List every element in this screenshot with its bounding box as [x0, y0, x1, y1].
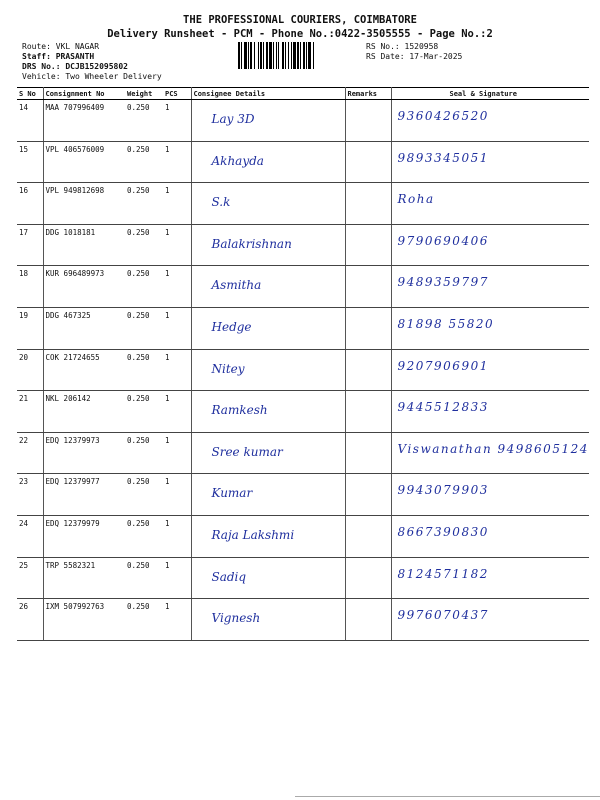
consignment-cell: TRP 5582321: [43, 557, 125, 599]
signature-handwriting: 9943079903: [397, 483, 489, 498]
consignment-cell: EDQ 12379979: [43, 515, 125, 557]
col-header-signature: Seal & Signature: [391, 88, 589, 100]
remarks-cell: [345, 224, 391, 266]
consignee-cell: [191, 515, 345, 557]
sno-cell: 22: [17, 432, 43, 474]
consignee-handwriting: Raja Lakshmi: [211, 527, 295, 542]
consignee-cell: [191, 557, 345, 599]
remarks-cell: [345, 349, 391, 391]
consignee-cell: [191, 224, 345, 266]
remarks-cell: [345, 266, 391, 308]
pcs-cell: 1: [163, 141, 191, 183]
rs-number-field: RS No.: 1520958: [366, 42, 439, 51]
runsheet-meta-left: [22, 42, 162, 82]
consignee-handwriting: S.k: [211, 195, 231, 210]
consignee-cell: [191, 266, 345, 308]
signature-cell: [391, 224, 589, 266]
consignment-cell: NKL 206142: [43, 391, 125, 433]
consignee-handwriting: Sadiq: [211, 569, 247, 584]
sno-cell: 24: [17, 515, 43, 557]
company-title: THE PROFESSIONAL COURIERS, COIMBATORE: [183, 14, 417, 26]
consignee-handwriting: Lay 3D: [211, 112, 255, 126]
pcs-cell: 1: [163, 599, 191, 641]
remarks-cell: [345, 391, 391, 433]
weight-cell: 0.250: [125, 432, 163, 474]
consignment-cell: COK 21724655: [43, 349, 125, 391]
sno-cell: 20: [17, 349, 43, 391]
signature-cell: [391, 557, 589, 599]
sno-cell: 21: [17, 391, 43, 433]
consignee-handwriting: Nitey: [211, 361, 245, 376]
remarks-cell: [345, 557, 391, 599]
consignee-handwriting: Kumar: [211, 486, 253, 501]
col-header-remarks: Remarks: [345, 88, 391, 100]
signature-handwriting: 8124571182: [397, 566, 489, 581]
pcs-cell: 1: [163, 474, 191, 516]
consignment-cell: VPL 949812698: [43, 183, 125, 225]
signature-cell: [391, 432, 589, 474]
table-row: [17, 141, 589, 183]
consignee-handwriting: Asmitha: [211, 278, 262, 293]
table-row: [17, 599, 589, 641]
sno-cell: 25: [17, 557, 43, 599]
barcode-image: [237, 42, 355, 69]
remarks-cell: [345, 599, 391, 641]
pcs-cell: 1: [163, 100, 191, 142]
route-field: Route: VKL NAGAR: [22, 42, 100, 51]
consignment-cell: MAA 707996409: [43, 100, 125, 142]
table-row: [17, 432, 589, 474]
weight-cell: 0.250: [125, 266, 163, 308]
weight-cell: 0.250: [125, 307, 163, 349]
sno-cell: 17: [17, 224, 43, 266]
runsheet-subtitle: Delivery Runsheet - PCM - Phone No.:0422-3505555 - Page No.:2: [107, 28, 493, 40]
weight-cell: 0.250: [125, 100, 163, 142]
consignee-cell: [191, 432, 345, 474]
drs-number-field: DRS No.: DCJB152095802: [22, 62, 128, 71]
col-header-weight: Weight: [125, 88, 163, 100]
sno-cell: 16: [17, 183, 43, 225]
signature-cell: [391, 349, 589, 391]
runsheet-meta-right: [366, 42, 462, 62]
consignee-handwriting: Vignesh: [211, 611, 261, 626]
signature-handwriting: 8667390830: [397, 524, 489, 539]
table-header-row: [17, 88, 589, 100]
signature-cell: [391, 141, 589, 183]
pcs-cell: 1: [163, 183, 191, 225]
table-row: [17, 349, 589, 391]
page-bottom-rule: [295, 796, 600, 797]
signature-handwriting: Roha: [397, 192, 435, 207]
pcs-cell: 1: [163, 557, 191, 599]
weight-cell: 0.250: [125, 183, 163, 225]
remarks-cell: [345, 141, 391, 183]
consignee-cell: [191, 183, 345, 225]
weight-cell: 0.250: [125, 474, 163, 516]
pcs-cell: 1: [163, 349, 191, 391]
consignee-handwriting: Akhayda: [211, 153, 264, 168]
col-header-pcs: PCS: [163, 88, 191, 100]
sno-cell: 23: [17, 474, 43, 516]
signature-cell: [391, 599, 589, 641]
signature-cell: [391, 391, 589, 433]
pcs-cell: 1: [163, 266, 191, 308]
table-row: [17, 391, 589, 433]
remarks-cell: [345, 307, 391, 349]
consignee-handwriting: Hedge: [211, 319, 252, 334]
signature-handwriting: 9445512833: [397, 400, 489, 415]
consignee-cell: [191, 307, 345, 349]
consignment-cell: IXM 507992763: [43, 599, 125, 641]
sno-cell: 15: [17, 141, 43, 183]
consignment-cell: EDQ 12379973: [43, 432, 125, 474]
consignee-cell: [191, 100, 345, 142]
rs-date-field: RS Date: 17-Mar-2025: [366, 52, 463, 61]
signature-handwriting: Viswanathan 9498605124: [397, 441, 589, 456]
pcs-cell: 1: [163, 307, 191, 349]
table-row: [17, 224, 589, 266]
remarks-cell: [345, 432, 391, 474]
signature-cell: [391, 474, 589, 516]
table-row: [17, 266, 589, 308]
pcs-cell: 1: [163, 432, 191, 474]
consignment-cell: VPL 406576009: [43, 141, 125, 183]
consignment-cell: DDG 1018181: [43, 224, 125, 266]
pcs-cell: 1: [163, 515, 191, 557]
col-header-sno: S No: [17, 88, 43, 100]
col-header-consignment: Consignment No: [43, 88, 125, 100]
sno-cell: 19: [17, 307, 43, 349]
weight-cell: 0.250: [125, 224, 163, 266]
signature-handwriting: 9893345051: [397, 150, 489, 165]
signature-cell: [391, 515, 589, 557]
remarks-cell: [345, 100, 391, 142]
vehicle-field: Vehicle: Two Wheeler Delivery: [22, 72, 162, 81]
table-row: [17, 100, 589, 142]
table-row: [17, 557, 589, 599]
consignee-cell: [191, 141, 345, 183]
pcs-cell: 1: [163, 391, 191, 433]
signature-handwriting: 9976070437: [397, 608, 489, 623]
weight-cell: 0.250: [125, 141, 163, 183]
signature-handwriting: 9207906901: [397, 358, 489, 373]
signature-handwriting: 81898 55820: [397, 316, 495, 331]
consignee-cell: [191, 391, 345, 433]
remarks-cell: [345, 183, 391, 225]
table-row: [17, 515, 589, 557]
signature-cell: [391, 307, 589, 349]
staff-field: Staff: PRASANTH: [22, 52, 95, 61]
table-row: [17, 474, 589, 516]
consignee-handwriting: Balakrishnan: [211, 236, 292, 251]
runsheet-table: [17, 87, 589, 641]
remarks-cell: [345, 474, 391, 516]
consignee-cell: [191, 349, 345, 391]
signature-handwriting: 9489359797: [397, 275, 489, 290]
sno-cell: 26: [17, 599, 43, 641]
consignee-handwriting: Sree kumar: [211, 444, 283, 459]
signature-cell: [391, 266, 589, 308]
weight-cell: 0.250: [125, 599, 163, 641]
consignment-cell: EDQ 12379977: [43, 474, 125, 516]
signature-cell: [391, 183, 589, 225]
sno-cell: 18: [17, 266, 43, 308]
consignment-cell: KUR 696489973: [43, 266, 125, 308]
weight-cell: 0.250: [125, 515, 163, 557]
consignee-handwriting: Ramkesh: [211, 403, 268, 418]
col-header-consignee: Consignee Details: [191, 88, 345, 100]
pcs-cell: 1: [163, 224, 191, 266]
signature-cell: [391, 100, 589, 142]
signature-handwriting: 9790690406: [397, 233, 489, 248]
weight-cell: 0.250: [125, 557, 163, 599]
weight-cell: 0.250: [125, 391, 163, 433]
sno-cell: 14: [17, 100, 43, 142]
table-row: [17, 307, 589, 349]
signature-handwriting: 9360426520: [397, 109, 489, 123]
consignment-cell: DDG 467325: [43, 307, 125, 349]
consignee-cell: [191, 474, 345, 516]
weight-cell: 0.250: [125, 349, 163, 391]
consignee-cell: [191, 599, 345, 641]
table-row: [17, 183, 589, 225]
remarks-cell: [345, 515, 391, 557]
